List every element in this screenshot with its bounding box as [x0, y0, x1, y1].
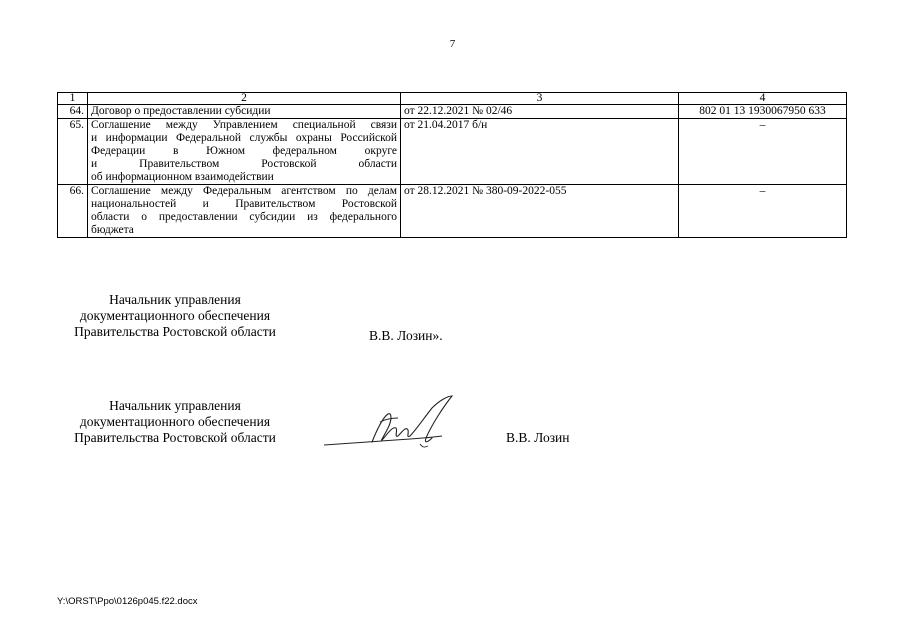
signatory-title-line: документационного обеспечения [79, 308, 271, 323]
table-row [58, 185, 847, 238]
signature-block-1 [0, 292, 905, 352]
row-date: от 28.12.2021 № 380-09-2022-055 [401, 185, 679, 238]
description-line: бюджета [91, 224, 134, 236]
table-header-row [58, 93, 847, 105]
document-table [57, 92, 847, 238]
row-number: 66. [58, 185, 88, 238]
header-cell-2: 2 [88, 93, 401, 105]
row-description [88, 185, 401, 238]
row-number: 65. [58, 119, 88, 185]
row-budget-code: – [679, 119, 847, 185]
description-line: Федерации в Южном федеральном округе [91, 145, 397, 157]
signatory-name: В.В. Лозин [506, 430, 570, 445]
page-number: 7 [449, 38, 456, 50]
row-description [88, 119, 401, 185]
description-line: области о предоставлении субсидии из федерального [91, 211, 397, 223]
header-cell-3: 3 [401, 93, 679, 105]
description-line: Соглашение между Федеральным агентством по делам [91, 185, 397, 197]
signatory-title-line: Начальник управления [109, 292, 241, 307]
description-line: Договор о предоставлении субсидии [91, 105, 271, 117]
header-cell-4: 4 [679, 93, 847, 105]
row-description [88, 105, 401, 119]
signatory-title-line: Правительства Ростовской области [74, 324, 276, 339]
description-line: и Правительством Ростовской области [91, 158, 397, 170]
description-line: национальностей и Правительством Ростовской [91, 198, 397, 210]
signatory-title-line: документационного обеспечения [79, 414, 271, 429]
signatory-name: В.В. Лозин». [369, 328, 443, 343]
table-row [58, 119, 847, 185]
table-row [58, 105, 847, 119]
signatory-title [40, 292, 310, 340]
description-line: об информационном взаимодействии [91, 171, 274, 183]
row-budget-code: 802 01 13 1930067950 633 [679, 105, 847, 119]
row-budget-code: – [679, 185, 847, 238]
file-path: Y:\ORST\Ppo\0126p045.f22.docx [57, 596, 198, 607]
row-date: от 21.04.2017 б/н [401, 119, 679, 185]
signatory-title-line: Правительства Ростовской области [74, 430, 276, 445]
description-line: Соглашение между Управлением специальной связи [91, 119, 397, 131]
handwritten-signature-icon [320, 392, 480, 454]
signatory-title-line: Начальник управления [109, 398, 241, 413]
row-date: от 22.12.2021 № 02/46 [401, 105, 679, 119]
header-cell-1: 1 [58, 93, 88, 105]
signatory-title [40, 398, 310, 446]
description-line: и информации Федеральной службы охраны Российской [91, 132, 397, 144]
row-number: 64. [58, 105, 88, 119]
